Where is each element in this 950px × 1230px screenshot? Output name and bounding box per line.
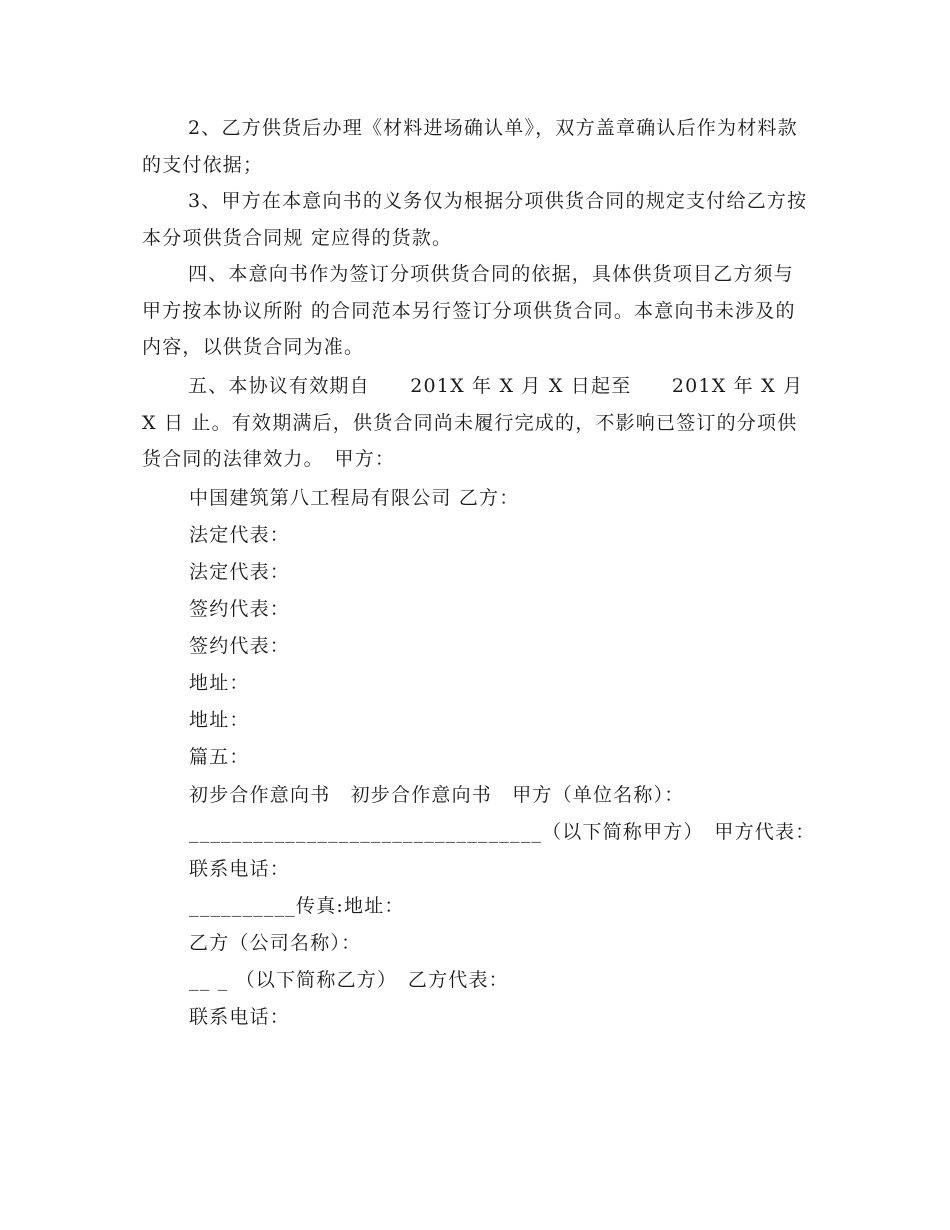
paragraph-section-five: 五、本协议有效期自 201X 年 X 月 X 日起至 201X 年 X 月 X 日 止。有效期满后，供货合同尚未履行完成的，不影响已签订的分项供货合同的法律效力。 甲方： (142, 375, 811, 470)
phone-line: 联系电话： (189, 1006, 291, 1028)
legal-rep-line: 法定代表： (189, 561, 291, 583)
legal-rep-line: 法定代表： (189, 524, 291, 546)
party-b-name-line: 乙方（公司名称）： (189, 932, 362, 954)
address-line: 地址： (189, 709, 250, 731)
signing-rep-line: 签约代表： (189, 635, 291, 657)
paragraph-section-four: 四、本意向书作为签订分项供货合同的依据，具体供货项目乙方须与甲方按本协议所附 的合同范本另行签订分项供货合同。本意向书未涉及的内容，以供货合同为准。 (142, 263, 796, 358)
section-heading: 篇五： (189, 746, 250, 768)
paragraph-obligation: 3、甲方在本意向书的义务仅为根据分项供货合同的规定支付给乙方按本分项供货合同规 定应得的货款。 (142, 190, 808, 249)
intent-title-line: 初步合作意向书 初步合作意向书 甲方（单位名称）： (189, 784, 685, 806)
address-line: 地址： (189, 672, 250, 694)
party-b-blank-line: __ _ （以下简称乙方） 乙方代表： (189, 969, 509, 991)
fax-address-line: __________传真:地址： (189, 895, 405, 917)
signing-rep-line: 签约代表： (189, 598, 291, 620)
paragraph-payment-basis: 2、乙方供货后办理《材料进场确认单》，双方盖章确认后作为材料款的支付依据； (142, 117, 798, 176)
phone-line: 联系电话： (189, 858, 291, 880)
party-line: 中国建筑第八工程局有限公司 乙方： (189, 487, 520, 509)
party-a-blank-line: _________________________________（以下简称甲方） 甲方代表： (189, 821, 816, 843)
